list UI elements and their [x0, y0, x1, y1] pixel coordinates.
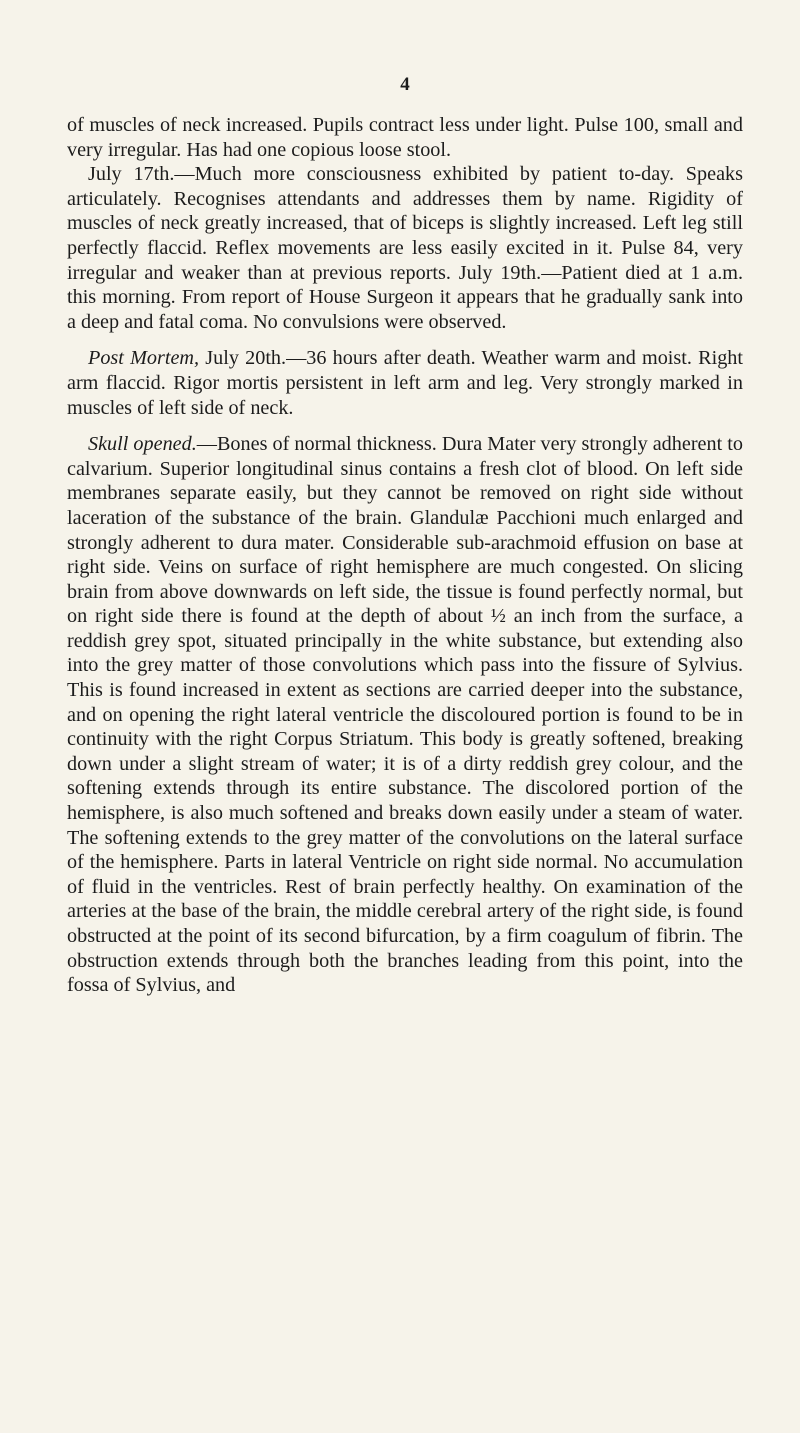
- paragraph-post-mortem: [67, 346, 743, 420]
- body-text: [67, 113, 743, 998]
- paragraph-text: July 20th.—36 hours after death. Weather warm and moist. Right arm flaccid. Rigor mortis persistent in left arm and leg. Very strongly marked in muscles of left side of neck.: [67, 347, 743, 419]
- paragraph-text: July 17th.—Much more consciousness exhibited by patient to-day. Speaks articulately. Recognises attendants and addresses them by name. Rigidity of muscles of neck greatly increased, that of biceps is slightly increased. Left leg still perfectly flaccid. Reflex movements are less easily excited in it. Pulse 84, very irregular and weaker than at previous reports. July 19th.—Patient died at 1 a.m. this morning. From report of House Surgeon it appears that he gradually sank into a deep and fatal coma. No convulsions were observed.: [67, 163, 743, 333]
- paragraph-text: of muscles of neck increased. Pupils contract less under light. Pulse 100, small and very irregular. Has had one copious loose stool.: [67, 114, 743, 161]
- paragraph-july-17: [67, 162, 743, 334]
- paragraph-continuation: [67, 113, 743, 162]
- paragraph-lead: Post Mortem,: [88, 347, 200, 370]
- paragraph-text: —Bones of normal thickness. Dura Mater very strongly adherent to calvarium. Superior longitudinal sinus contains a fresh clot of blood. On left side membranes separate easily, but they cannot be removed on right side without laceration of the substance of the brain. Glandulæ Pacchioni much enlarged and strongly adherent to dura mater. Considerable sub-arachmoid effusion on base at right side. Veins on surface of right hemisphere are much congested. On slicing brain from above downwards on left side, the tissue is found perfectly normal, but on right side there is found at the depth of about ½ an inch from the surface, a reddish grey spot, situated principally in the white substance, but extending also into the grey matter of those convolutions which pass into the fissure of Sylvius. This is found increased in extent as sections are carried deeper into the substance, and on opening the right lateral ventricle the discoloured portion is found to be in continuity with the right Corpus Striatum. This body is greatly softened, breaking down under a slight stream of water; it is of a dirty reddish grey colour, and the softening extends through its entire substance. The discolored portion of the hemisphere, is also much softened and breaks down easily under a steam of water. The softening extends to the grey matter of the convolutions on the lateral surface of the hemisphere. Parts in lateral Ventricle on right side normal. No accumulation of fluid in the ventricles. Rest of brain perfectly healthy. On examination of the arteries at the base of the brain, the middle cerebral artery of the right side, is found obstructed at the point of its second bifurcation, by a firm coagulum of fibrin. The obstruction extends through both the branches leading from this point, into the fossa of Sylvius, and: [67, 433, 743, 997]
- page-number: 4: [400, 74, 410, 95]
- paragraph-skull-opened: [67, 432, 743, 998]
- paragraph-lead: Skull opened.: [88, 433, 197, 456]
